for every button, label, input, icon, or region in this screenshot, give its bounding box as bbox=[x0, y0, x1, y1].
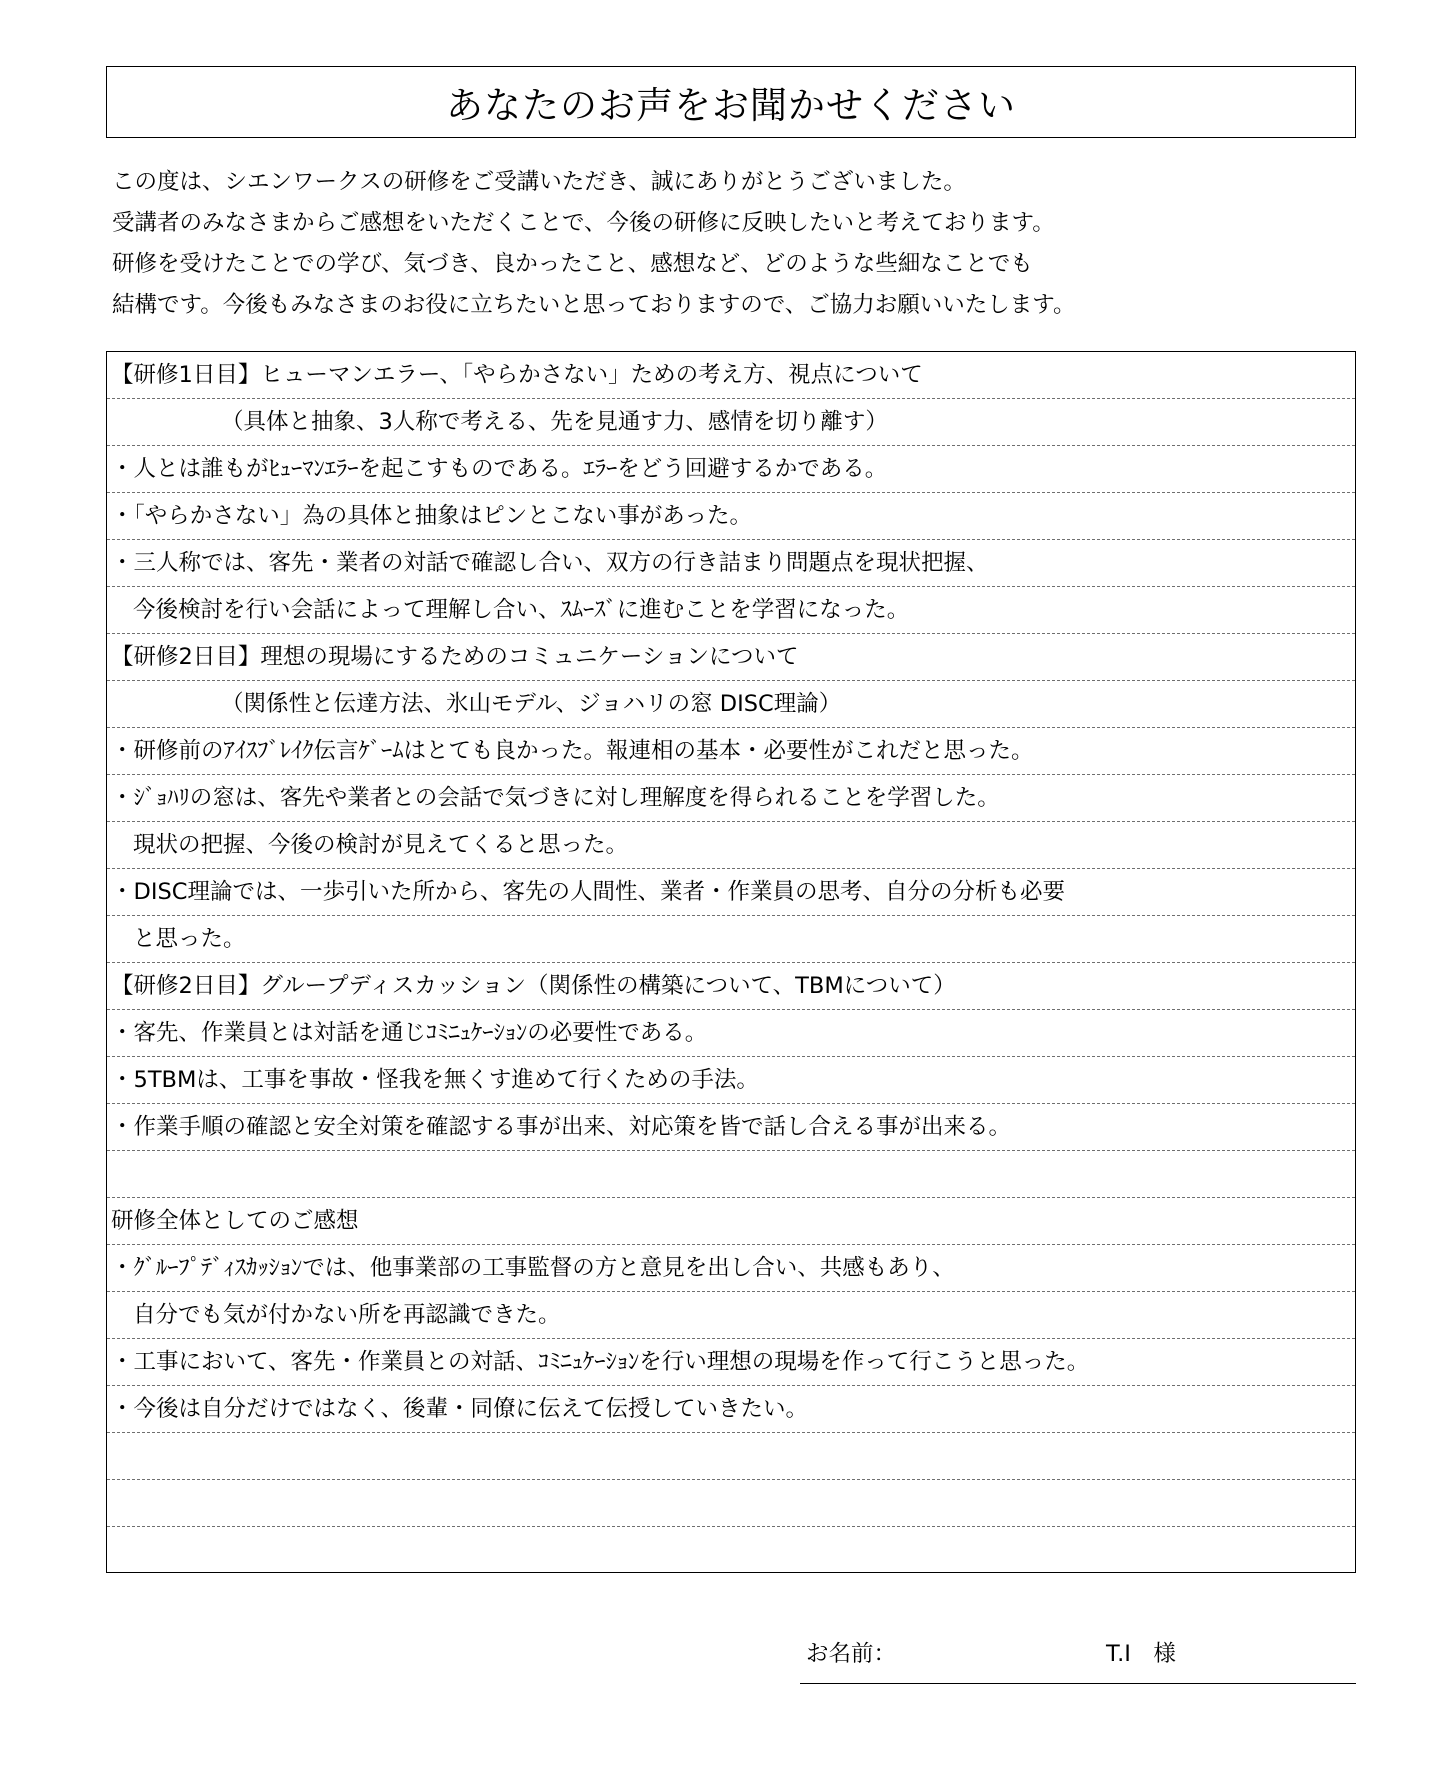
feedback-line: ・人とは誰もがﾋｭｰﾏﾝｴﾗｰを起こすものである。ｴﾗｰをどう回避するかである。 bbox=[107, 446, 1355, 493]
intro-line: 受講者のみなさまからご感想をいただくことで、今後の研修に反映したいと考えております。 bbox=[112, 210, 1055, 236]
intro-text bbox=[112, 162, 1352, 326]
blank-line bbox=[107, 1527, 1355, 1574]
feedback-line: と思った。 bbox=[107, 916, 1355, 963]
section-subtitle-day1: （具体と抽象、3人称で考える、先を見通す力、感情を切り離す） bbox=[107, 399, 1355, 446]
feedback-line: ・5TBMは、工事を事故・怪我を無くす進めて行くための手法。 bbox=[107, 1057, 1355, 1104]
blank-line bbox=[107, 1433, 1355, 1480]
section-heading-discussion: 【研修2日目】グループディスカッション（関係性の構築について、TBMについて） bbox=[107, 963, 1355, 1010]
section-heading-day2: 【研修2日目】理想の現場にするためのコミュニケーションについて bbox=[107, 634, 1355, 681]
feedback-line: 自分でも気が付かない所を再認識できた。 bbox=[107, 1292, 1355, 1339]
feedback-line: 今後検討を行い会話によって理解し合い、ｽﾑｰｽﾞに進むことを学習になった。 bbox=[107, 587, 1355, 634]
blank-line bbox=[107, 1480, 1355, 1527]
feedback-line: 現状の把握、今後の検討が見えてくると思った。 bbox=[107, 822, 1355, 869]
name-value: T.I 様 bbox=[1106, 1641, 1176, 1667]
feedback-line: ・作業手順の確認と安全対策を確認する事が出来、対応策を皆で話し合える事が出来る。 bbox=[107, 1104, 1355, 1151]
feedback-line: ・ｸﾞﾙｰﾌﾟﾃﾞｨｽｶｯｼｮﾝでは、他事業部の工事監督の方と意見を出し合い、共感もあり、 bbox=[107, 1245, 1355, 1292]
blank-line bbox=[107, 1151, 1355, 1198]
feedback-line: ・客先、作業員とは対話を通じｺﾐﾆｭｹｰｼｮﾝの必要性である。 bbox=[107, 1010, 1355, 1057]
section-heading-day1: 【研修1日目】ヒューマンエラー、「やらかさない」ための考え方、視点について bbox=[107, 352, 1355, 399]
feedback-line: ・DISC理論では、一歩引いた所から、客先の人間性、業者・作業員の思考、自分の分析も必要 bbox=[107, 869, 1355, 916]
intro-line: 研修を受けたことでの学び、気づき、良かったこと、感想など、どのような些細なことでも bbox=[112, 251, 1033, 277]
feedback-sheet bbox=[106, 351, 1356, 1573]
name-label: お名前： bbox=[806, 1641, 897, 1667]
feedback-line: ・ｼﾞｮﾊﾘの窓は、客先や業者との会話で気づきに対し理解度を得られることを学習した。 bbox=[107, 775, 1355, 822]
section-heading-overall: 研修全体としてのご感想 bbox=[107, 1198, 1355, 1245]
feedback-line: ・今後は自分だけではなく、後輩・同僚に伝えて伝授していきたい。 bbox=[107, 1386, 1355, 1433]
feedback-line: ・「やらかさない」為の具体と抽象はピンとこない事があった。 bbox=[107, 493, 1355, 540]
intro-line: 結構です。今後もみなさまのお役に立ちたいと思っておりますので、ご協力お願いいたします。 bbox=[112, 292, 1076, 318]
feedback-line: ・三人称では、客先・業者の対話で確認し合い、双方の行き詰まり問題点を現状把握、 bbox=[107, 540, 1355, 587]
name-field bbox=[800, 1628, 1356, 1684]
feedback-line: ・工事において、客先・作業員との対話、ｺﾐﾆｭｹｰｼｮﾝを行い理想の現場を作って行こうと思った。 bbox=[107, 1339, 1355, 1386]
intro-line: この度は、シエンワークスの研修をご受講いただき、誠にありがとうございました。 bbox=[112, 169, 966, 195]
feedback-line: ・研修前のｱｲｽﾌﾞﾚｲｸ伝言ｹﾞｰﾑはとても良かった。報連相の基本・必要性がこれだと思った。 bbox=[107, 728, 1355, 775]
survey-title: あなたのお声をお聞かせください bbox=[106, 66, 1356, 138]
section-subtitle-day2: （関係性と伝達方法、氷山モデル、ジョハリの窓 DISC理論） bbox=[107, 681, 1355, 728]
